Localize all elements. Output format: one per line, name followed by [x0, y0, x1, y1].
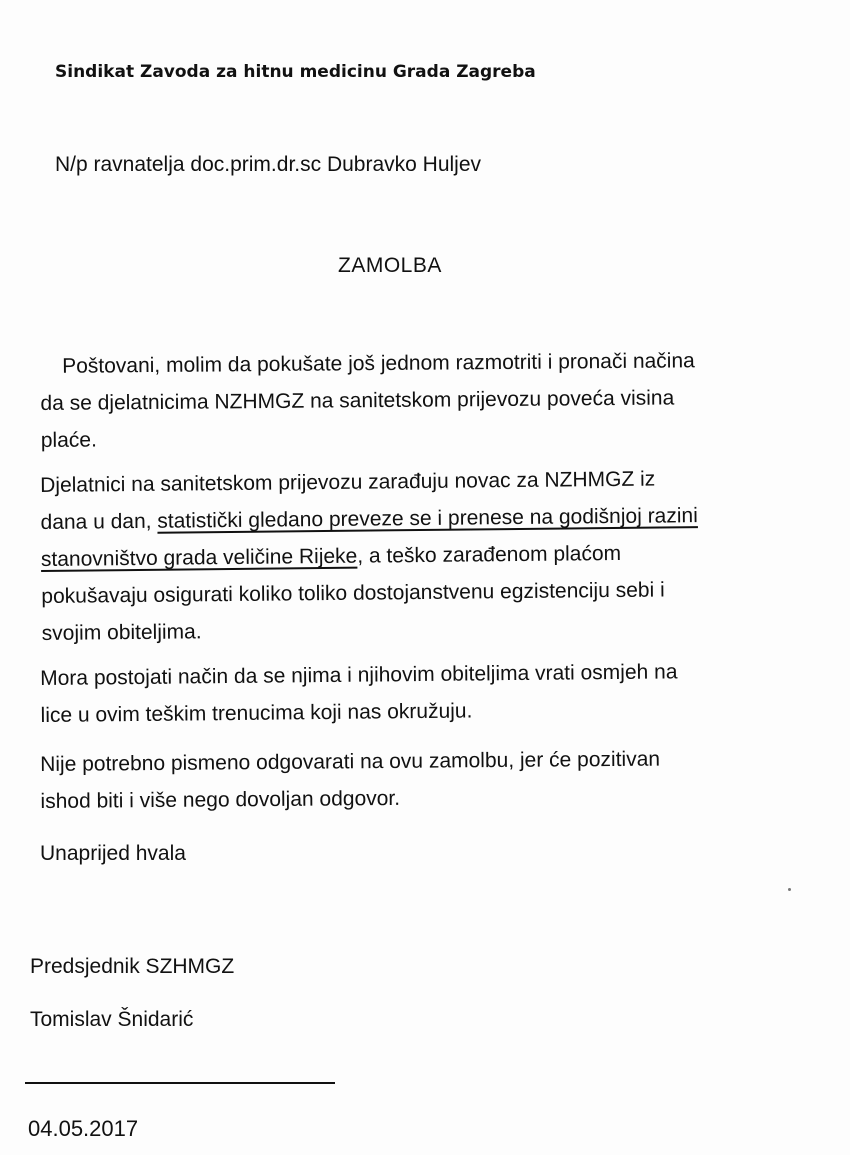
paragraph-line: Djelatnici na sanitetskom prijevozu zarađuju novac za NZHMGZ iz	[40, 467, 656, 497]
signature-role: Predsjednik SZHMGZ	[30, 955, 235, 978]
paragraph-line: Nije potrebno pismeno odgovarati na ovu zamolbu, jer će pozitivan	[40, 747, 661, 776]
underlined-text: statistički gledano preveze se i prenese na godišnjoj razini	[157, 504, 698, 533]
organization-name: Sindikat Zavoda za hitnu medicinu Grada Zagreba	[55, 62, 536, 82]
paragraph-smile	[40, 652, 831, 734]
document-title: ZAMOLBA	[338, 254, 442, 277]
text-segment: dana u dan,	[40, 509, 158, 534]
scan-speck	[788, 888, 791, 891]
signature-name: Tomislav Šnidarić	[30, 1008, 194, 1031]
paragraph-workers	[40, 459, 832, 652]
signature-line	[25, 1082, 335, 1084]
paragraph-line: lice u ovim teškim trenucima koji nas okružuju.	[40, 699, 473, 727]
recipient-line: N/p ravnatelja doc.prim.dr.sc Dubravko Huljev	[55, 153, 482, 176]
paragraph-line: da se djelatnicima NZHMGZ na sanitetskom prijevozu poveća visina	[40, 386, 675, 415]
paragraph-line: svojim obiteljima.	[41, 620, 202, 645]
paragraph-line: Mora postojati način da se njima i njihovim obiteljima vrati osmjeh na	[40, 660, 678, 690]
paragraph-line: plaće.	[40, 428, 97, 452]
paragraph-no-reply	[40, 739, 831, 820]
underlined-text: stanovništvo grada veličine Rijeke	[40, 544, 358, 571]
paragraph-request	[40, 341, 831, 459]
paragraph-line: Poštovani, molim da pokušate još jednom razmotriti i pronači načina	[62, 349, 695, 378]
paragraph-line: pokušavaju osigurati koliko toliko dostojanstvenu egzistenciju sebi i	[41, 578, 665, 608]
text-segment: , a teško zarađenom plaćom	[357, 541, 622, 568]
closing-line: Unaprijed hvala	[40, 842, 186, 865]
paragraph-line: ishod biti i više nego dovoljan odgovor.	[40, 786, 401, 813]
document-date: 04.05.2017	[28, 1116, 139, 1141]
